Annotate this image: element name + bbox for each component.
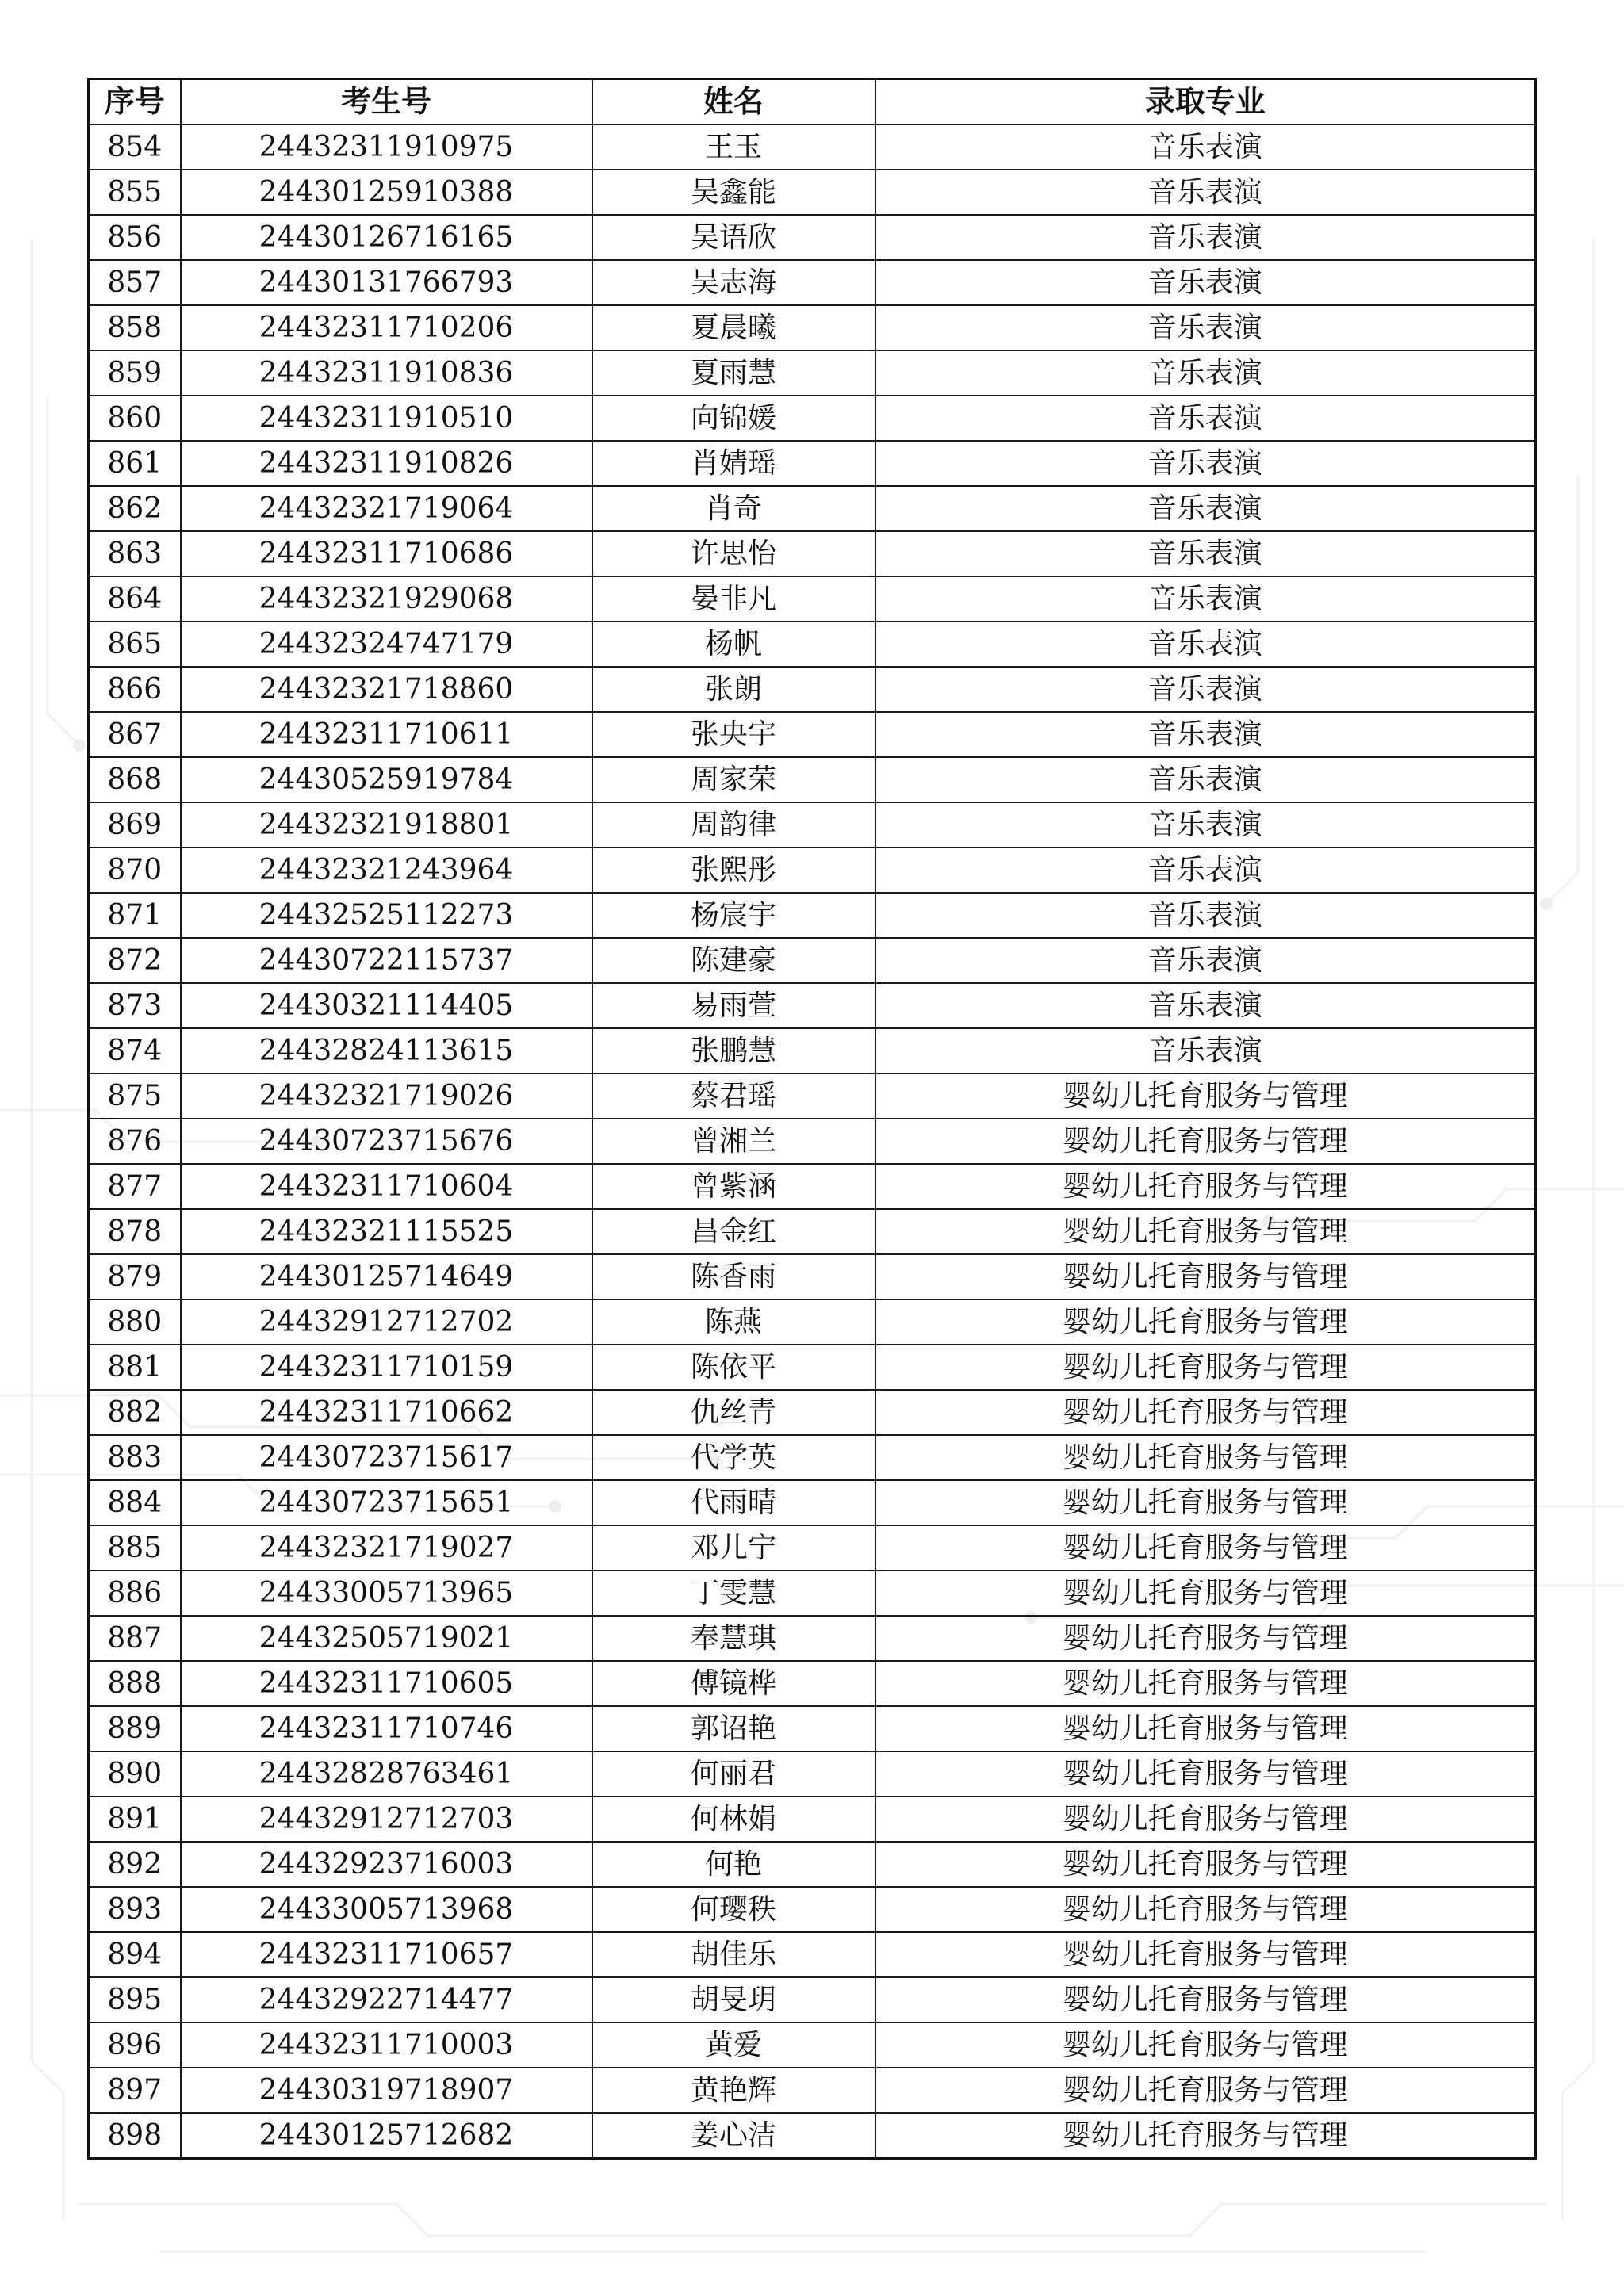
table-row (89, 170, 1536, 215)
cell-serial-number: 881 (89, 1345, 181, 1390)
cell-exam-id: 24432311910836 (181, 350, 592, 396)
cell-exam-id: 24432311710605 (181, 1661, 592, 1706)
table-row (89, 712, 1536, 757)
cell-serial-number: 859 (89, 350, 181, 396)
cell-exam-id: 24432321719026 (181, 1073, 592, 1119)
cell-major: 婴幼儿托育服务与管理 (875, 1525, 1536, 1571)
cell-major: 婴幼儿托育服务与管理 (875, 1254, 1536, 1299)
table-row (89, 1345, 1536, 1390)
cell-serial-number: 894 (89, 1932, 181, 1977)
table-row (89, 1661, 1536, 1706)
table-row (89, 2113, 1536, 2159)
cell-major: 音乐表演 (875, 938, 1536, 983)
cell-exam-id: 24432311710686 (181, 531, 592, 576)
cell-serial-number: 871 (89, 893, 181, 938)
cell-serial-number: 867 (89, 712, 181, 757)
cell-name: 姜心洁 (592, 2113, 875, 2159)
cell-name: 蔡君瑶 (592, 1073, 875, 1119)
cell-major: 婴幼儿托育服务与管理 (875, 1797, 1536, 1842)
cell-name: 曾紫涵 (592, 1164, 875, 1209)
cell-exam-id: 24430722115737 (181, 938, 592, 983)
cell-name: 胡旻玥 (592, 1977, 875, 2022)
table-row (89, 1480, 1536, 1525)
cell-exam-id: 24430125910388 (181, 170, 592, 215)
cell-name: 陈香雨 (592, 1254, 875, 1299)
cell-exam-id: 24430126716165 (181, 215, 592, 260)
cell-exam-id: 24432828763461 (181, 1751, 592, 1797)
cell-major: 婴幼儿托育服务与管理 (875, 1661, 1536, 1706)
cell-exam-id: 24432923716003 (181, 1842, 592, 1887)
cell-major: 婴幼儿托育服务与管理 (875, 2113, 1536, 2159)
cell-name: 黄艳辉 (592, 2068, 875, 2113)
cell-major: 婴幼儿托育服务与管理 (875, 1345, 1536, 1390)
cell-exam-id: 24432324747179 (181, 622, 592, 667)
cell-serial-number: 877 (89, 1164, 181, 1209)
cell-name: 夏晨曦 (592, 305, 875, 350)
table-row (89, 396, 1536, 441)
cell-exam-id: 24432321243964 (181, 848, 592, 893)
table-row (89, 757, 1536, 802)
table-row (89, 124, 1536, 170)
table-body (89, 124, 1536, 2159)
table-row (89, 938, 1536, 983)
cell-name: 周韵律 (592, 802, 875, 848)
table-row (89, 1842, 1536, 1887)
cell-name: 代学英 (592, 1435, 875, 1480)
table-row (89, 622, 1536, 667)
cell-major: 婴幼儿托育服务与管理 (875, 1887, 1536, 1932)
cell-serial-number: 861 (89, 441, 181, 486)
cell-serial-number: 880 (89, 1299, 181, 1345)
cell-major: 婴幼儿托育服务与管理 (875, 1932, 1536, 1977)
cell-major: 婴幼儿托育服务与管理 (875, 1390, 1536, 1435)
table-header (89, 79, 1536, 125)
cell-serial-number: 884 (89, 1480, 181, 1525)
cell-major: 音乐表演 (875, 260, 1536, 305)
cell-serial-number: 885 (89, 1525, 181, 1571)
cell-exam-id: 24432912712703 (181, 1797, 592, 1842)
cell-name: 仇丝青 (592, 1390, 875, 1435)
cell-serial-number: 882 (89, 1390, 181, 1435)
cell-serial-number: 856 (89, 215, 181, 260)
cell-major: 音乐表演 (875, 757, 1536, 802)
cell-exam-id: 24432311710746 (181, 1706, 592, 1751)
cell-exam-id: 24432525112273 (181, 893, 592, 938)
cell-name: 向锦媛 (592, 396, 875, 441)
table-row (89, 1887, 1536, 1932)
cell-name: 张鹏慧 (592, 1028, 875, 1073)
cell-name: 周家荣 (592, 757, 875, 802)
cell-serial-number: 866 (89, 667, 181, 712)
cell-major: 婴幼儿托育服务与管理 (875, 1164, 1536, 1209)
cell-serial-number: 888 (89, 1661, 181, 1706)
cell-name: 邓儿宁 (592, 1525, 875, 1571)
cell-exam-id: 24432311710206 (181, 305, 592, 350)
cell-serial-number: 857 (89, 260, 181, 305)
cell-exam-id: 24432321929068 (181, 576, 592, 622)
cell-serial-number: 860 (89, 396, 181, 441)
table-row (89, 350, 1536, 396)
cell-serial-number: 879 (89, 1254, 181, 1299)
table-row (89, 1616, 1536, 1661)
cell-exam-id: 24430525919784 (181, 757, 592, 802)
cell-exam-id: 24432311710611 (181, 712, 592, 757)
table-row (89, 848, 1536, 893)
cell-serial-number: 863 (89, 531, 181, 576)
cell-name: 傅镜桦 (592, 1661, 875, 1706)
cell-major: 婴幼儿托育服务与管理 (875, 1616, 1536, 1661)
cell-serial-number: 876 (89, 1119, 181, 1164)
cell-serial-number: 889 (89, 1706, 181, 1751)
cell-serial-number: 890 (89, 1751, 181, 1797)
cell-serial-number: 869 (89, 802, 181, 848)
cell-name: 何艳 (592, 1842, 875, 1887)
cell-exam-id: 24433005713968 (181, 1887, 592, 1932)
cell-major: 婴幼儿托育服务与管理 (875, 1073, 1536, 1119)
admission-table (87, 78, 1537, 2160)
cell-name: 张朗 (592, 667, 875, 712)
cell-exam-id: 24432311710003 (181, 2022, 592, 2068)
table-row (89, 893, 1536, 938)
table-row (89, 1797, 1536, 1842)
table-row (89, 1028, 1536, 1073)
table-row (89, 305, 1536, 350)
header-major: 录取专业 (875, 79, 1536, 125)
cell-exam-id: 24430319718907 (181, 2068, 592, 2113)
cell-exam-id: 24433005713965 (181, 1571, 592, 1616)
cell-serial-number: 893 (89, 1887, 181, 1932)
cell-name: 吴鑫能 (592, 170, 875, 215)
cell-name: 昌金红 (592, 1209, 875, 1254)
table-row (89, 2022, 1536, 2068)
cell-name: 晏非凡 (592, 576, 875, 622)
cell-exam-id: 24430131766793 (181, 260, 592, 305)
table-row (89, 486, 1536, 531)
cell-major: 音乐表演 (875, 848, 1536, 893)
cell-major: 音乐表演 (875, 531, 1536, 576)
table-row (89, 667, 1536, 712)
table-row (89, 1932, 1536, 1977)
cell-major: 婴幼儿托育服务与管理 (875, 1209, 1536, 1254)
cell-exam-id: 24432311710159 (181, 1345, 592, 1390)
cell-serial-number: 854 (89, 124, 181, 170)
cell-major: 音乐表演 (875, 712, 1536, 757)
table-row (89, 1209, 1536, 1254)
cell-major: 音乐表演 (875, 350, 1536, 396)
cell-name: 吴语欣 (592, 215, 875, 260)
cell-name: 杨宸宇 (592, 893, 875, 938)
cell-name: 陈燕 (592, 1299, 875, 1345)
cell-exam-id: 24432311910826 (181, 441, 592, 486)
cell-name: 张熙彤 (592, 848, 875, 893)
cell-major: 婴幼儿托育服务与管理 (875, 1480, 1536, 1525)
cell-major: 音乐表演 (875, 124, 1536, 170)
table-row (89, 441, 1536, 486)
cell-exam-id: 24432321719064 (181, 486, 592, 531)
cell-exam-id: 24432311910975 (181, 124, 592, 170)
cell-name: 吴志海 (592, 260, 875, 305)
cell-serial-number: 883 (89, 1435, 181, 1480)
cell-name: 丁雯慧 (592, 1571, 875, 1616)
table-row (89, 576, 1536, 622)
cell-exam-id: 24432311710604 (181, 1164, 592, 1209)
header-exam-id: 考生号 (181, 79, 592, 125)
table-row (89, 1299, 1536, 1345)
table-row (89, 1525, 1536, 1571)
cell-exam-id: 24430723715617 (181, 1435, 592, 1480)
cell-serial-number: 873 (89, 983, 181, 1028)
cell-serial-number: 886 (89, 1571, 181, 1616)
cell-serial-number: 897 (89, 2068, 181, 2113)
header-name: 姓名 (592, 79, 875, 125)
cell-major: 音乐表演 (875, 486, 1536, 531)
cell-serial-number: 858 (89, 305, 181, 350)
cell-name: 杨帆 (592, 622, 875, 667)
table-row (89, 2068, 1536, 2113)
cell-serial-number: 892 (89, 1842, 181, 1887)
cell-name: 黄爱 (592, 2022, 875, 2068)
cell-exam-id: 24430125712682 (181, 2113, 592, 2159)
cell-major: 婴幼儿托育服务与管理 (875, 1435, 1536, 1480)
cell-exam-id: 24432321115525 (181, 1209, 592, 1254)
cell-major: 婴幼儿托育服务与管理 (875, 1119, 1536, 1164)
cell-name: 何璎秩 (592, 1887, 875, 1932)
cell-major: 音乐表演 (875, 983, 1536, 1028)
cell-exam-id: 24432912712702 (181, 1299, 592, 1345)
table-row (89, 1254, 1536, 1299)
table-row (89, 802, 1536, 848)
cell-name: 代雨晴 (592, 1480, 875, 1525)
cell-major: 音乐表演 (875, 170, 1536, 215)
header-row (89, 79, 1536, 125)
cell-serial-number: 864 (89, 576, 181, 622)
cell-exam-id: 24430321114405 (181, 983, 592, 1028)
cell-exam-id: 24432311710657 (181, 1932, 592, 1977)
table-row (89, 1706, 1536, 1751)
cell-exam-id: 24430125714649 (181, 1254, 592, 1299)
cell-major: 音乐表演 (875, 667, 1536, 712)
cell-name: 何丽君 (592, 1751, 875, 1797)
cell-major: 婴幼儿托育服务与管理 (875, 2022, 1536, 2068)
cell-major: 婴幼儿托育服务与管理 (875, 1706, 1536, 1751)
table-row (89, 215, 1536, 260)
cell-major: 音乐表演 (875, 893, 1536, 938)
cell-name: 胡佳乐 (592, 1932, 875, 1977)
cell-name: 易雨萱 (592, 983, 875, 1028)
cell-major: 音乐表演 (875, 576, 1536, 622)
cell-major: 婴幼儿托育服务与管理 (875, 1977, 1536, 2022)
cell-major: 婴幼儿托育服务与管理 (875, 1299, 1536, 1345)
table-row (89, 983, 1536, 1028)
cell-name: 陈建豪 (592, 938, 875, 983)
cell-name: 奉慧琪 (592, 1616, 875, 1661)
table-row (89, 1073, 1536, 1119)
cell-serial-number: 874 (89, 1028, 181, 1073)
cell-major: 音乐表演 (875, 1028, 1536, 1073)
cell-name: 肖奇 (592, 486, 875, 531)
cell-exam-id: 24432321918801 (181, 802, 592, 848)
cell-exam-id: 24432311910510 (181, 396, 592, 441)
cell-serial-number: 878 (89, 1209, 181, 1254)
cell-major: 婴幼儿托育服务与管理 (875, 1751, 1536, 1797)
cell-major: 音乐表演 (875, 802, 1536, 848)
cell-major: 音乐表演 (875, 215, 1536, 260)
cell-serial-number: 875 (89, 1073, 181, 1119)
cell-major: 音乐表演 (875, 396, 1536, 441)
cell-name: 王玉 (592, 124, 875, 170)
cell-serial-number: 865 (89, 622, 181, 667)
table-row (89, 1977, 1536, 2022)
table-row (89, 1164, 1536, 1209)
cell-major: 婴幼儿托育服务与管理 (875, 1842, 1536, 1887)
cell-serial-number: 891 (89, 1797, 181, 1842)
table-row (89, 1751, 1536, 1797)
cell-exam-id: 24430723715651 (181, 1480, 592, 1525)
cell-serial-number: 895 (89, 1977, 181, 2022)
cell-name: 郭诏艳 (592, 1706, 875, 1751)
table-row (89, 1390, 1536, 1435)
cell-exam-id: 24432321718860 (181, 667, 592, 712)
cell-serial-number: 898 (89, 2113, 181, 2159)
cell-serial-number: 855 (89, 170, 181, 215)
table-row (89, 1571, 1536, 1616)
cell-name: 张央宇 (592, 712, 875, 757)
cell-name: 曾湘兰 (592, 1119, 875, 1164)
table-row (89, 531, 1536, 576)
cell-serial-number: 872 (89, 938, 181, 983)
table-row (89, 1435, 1536, 1480)
cell-exam-id: 24432321719027 (181, 1525, 592, 1571)
cell-name: 肖婧瑶 (592, 441, 875, 486)
cell-serial-number: 868 (89, 757, 181, 802)
cell-serial-number: 896 (89, 2022, 181, 2068)
cell-major: 音乐表演 (875, 305, 1536, 350)
cell-major: 婴幼儿托育服务与管理 (875, 2068, 1536, 2113)
cell-name: 何林娟 (592, 1797, 875, 1842)
cell-exam-id: 24432922714477 (181, 1977, 592, 2022)
table-row (89, 1119, 1536, 1164)
cell-major: 音乐表演 (875, 622, 1536, 667)
cell-name: 陈依平 (592, 1345, 875, 1390)
cell-major: 婴幼儿托育服务与管理 (875, 1571, 1536, 1616)
cell-serial-number: 870 (89, 848, 181, 893)
cell-name: 许思怡 (592, 531, 875, 576)
cell-serial-number: 887 (89, 1616, 181, 1661)
cell-exam-id: 24432824113615 (181, 1028, 592, 1073)
cell-exam-id: 24432311710662 (181, 1390, 592, 1435)
cell-serial-number: 862 (89, 486, 181, 531)
cell-major: 音乐表演 (875, 441, 1536, 486)
table-row (89, 260, 1536, 305)
cell-exam-id: 24430723715676 (181, 1119, 592, 1164)
header-serial-number: 序号 (89, 79, 181, 125)
cell-exam-id: 24432505719021 (181, 1616, 592, 1661)
cell-name: 夏雨慧 (592, 350, 875, 396)
